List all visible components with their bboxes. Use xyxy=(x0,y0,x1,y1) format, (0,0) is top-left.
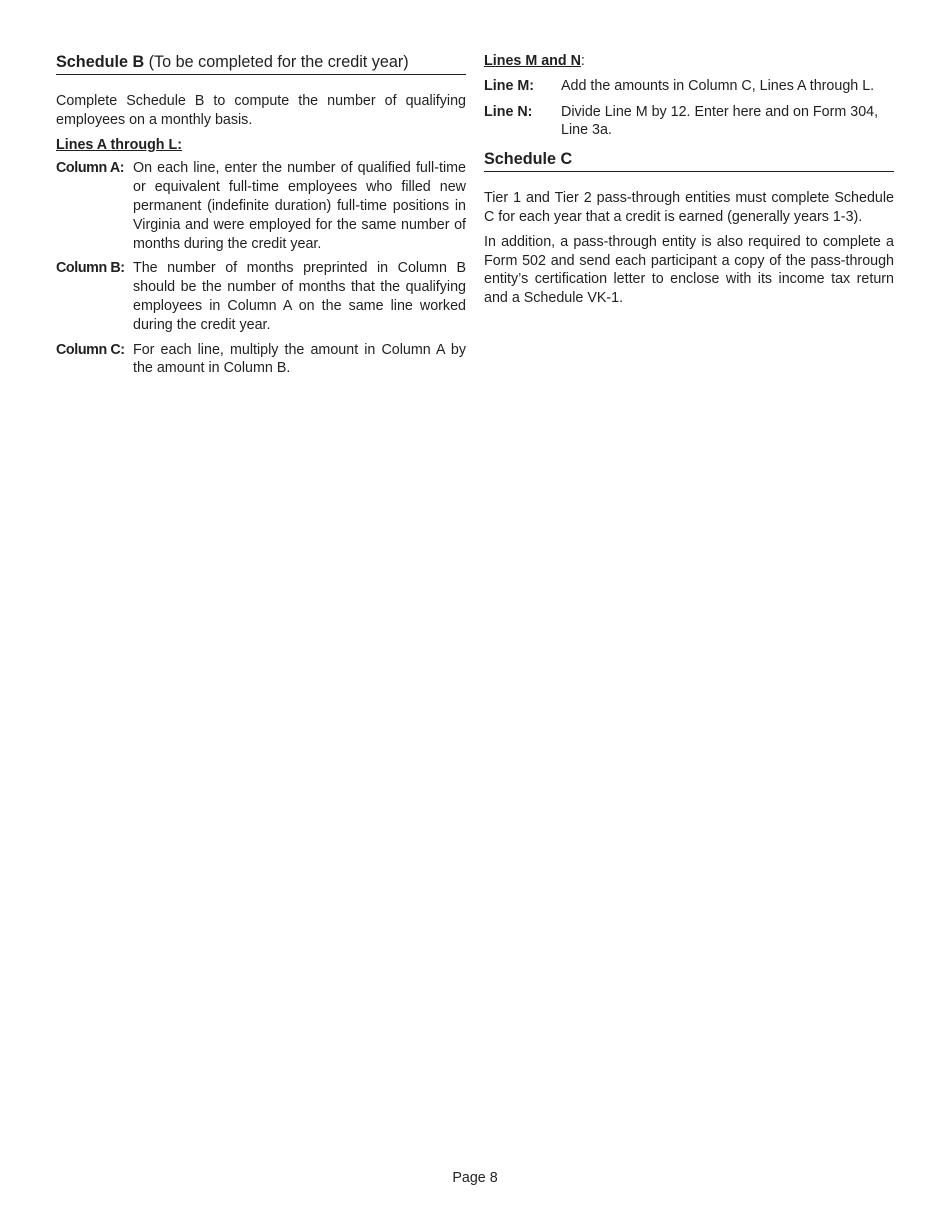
schedule-b-heading-note: (To be completed for the credit year) xyxy=(148,53,409,71)
column-definitions xyxy=(56,159,466,378)
column-b-term: Column B: xyxy=(56,260,125,277)
column-c-term: Column C: xyxy=(56,341,125,358)
lines-m-n-heading-text: Lines M and N xyxy=(484,53,581,69)
line-m-definition xyxy=(484,77,894,96)
lines-m-n-heading-colon: : xyxy=(580,53,585,69)
lines-m-n-heading xyxy=(484,52,894,71)
line-n-text: Divide Line M by 12. Enter here and on Form 304, Line 3a. xyxy=(561,103,879,139)
line-n-definition xyxy=(484,103,894,141)
schedule-c-heading-text: Schedule C xyxy=(484,150,573,169)
schedule-b-heading-bold: Schedule B xyxy=(56,53,145,71)
column-c-definition xyxy=(56,341,466,379)
lines-a-through-l-heading: Lines A through L: xyxy=(56,136,183,153)
column-a-term: Column A: xyxy=(56,160,125,177)
page-number: Page 8 xyxy=(452,1170,498,1186)
column-c-text: For each line, multiply the amount in Column A by the amount in Column B. xyxy=(133,341,466,377)
schedule-c-heading xyxy=(484,149,894,172)
left-column xyxy=(56,52,466,378)
schedule-b-heading xyxy=(56,52,466,75)
line-m-term: Line M: xyxy=(484,77,535,94)
column-a-definition xyxy=(56,159,466,253)
right-column xyxy=(484,52,894,308)
line-definitions xyxy=(484,77,894,140)
schedule-c-paragraph-2: In addition, a pass-through entity is also required to complete a Form 502 and send each participant a copy of the pass-through entity’s certification letter to enclose with its income tax return and a Schedule VK-1. xyxy=(484,233,894,307)
schedule-c-paragraph-1: Tier 1 and Tier 2 pass-through entities must complete Schedule C for each year that a credit is earned (generally years 1-3). xyxy=(484,190,894,225)
schedule-b-intro: Complete Schedule B to compute the number of qualifying employees on a monthly basis. xyxy=(56,93,466,128)
column-b-text: The number of months preprinted in Column B should be the number of months that the qualifying employees in Column A on the same line worked during the credit year. xyxy=(133,260,466,333)
column-b-definition xyxy=(56,259,466,334)
column-a-text: On each line, enter the number of qualified full-time or equivalent full-time employees who filled new permanent (indefinite duration) full-time positions in Virginia and were employed for the same number of months during the credit year. xyxy=(133,160,466,252)
line-m-text: Add the amounts in Column C, Lines A through L. xyxy=(561,77,875,94)
line-n-term: Line N: xyxy=(484,103,533,120)
